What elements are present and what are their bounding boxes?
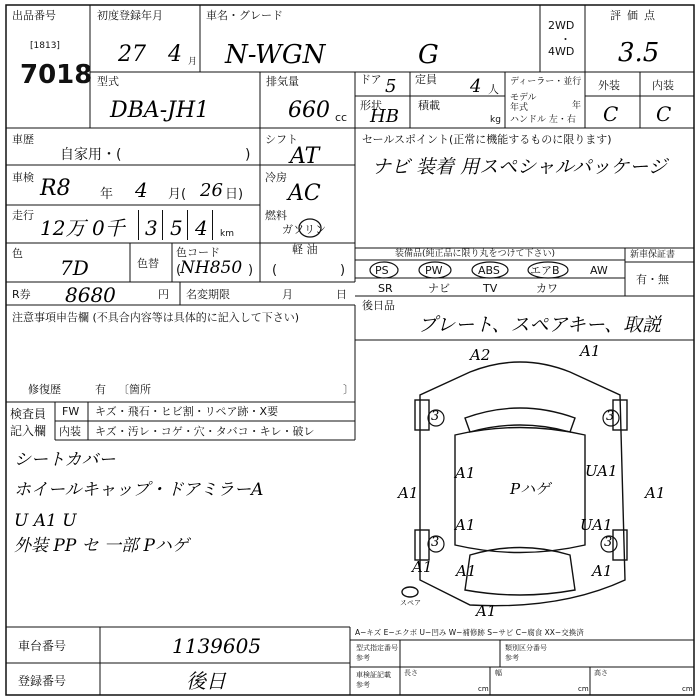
spare-label: スペア (400, 599, 421, 607)
repair-label: 修復歴 (28, 383, 61, 396)
inspection-year-unit: 年 (100, 187, 114, 202)
model-label: 型式 (97, 75, 119, 88)
fuel-close: ) (340, 263, 346, 278)
displacement-value: 660 (288, 98, 330, 123)
lot-number: 7018 (20, 60, 93, 90)
class-label: 類別区分番号 参考 (505, 644, 547, 662)
fuel-label: 燃料 (265, 209, 287, 222)
exterior-label: 外装 (598, 79, 620, 92)
fuel-diesel: 軽 油 (292, 243, 318, 256)
damage-mark: A1 (456, 562, 477, 580)
inspection-label: 車検 (12, 171, 34, 184)
capacity-value: 4 (470, 76, 482, 97)
shift-label: シフト (265, 133, 298, 146)
history-label: 車歴 (12, 133, 34, 146)
lot-label: 出品番号 (12, 9, 56, 22)
damage-mark: Pハゲ (510, 480, 551, 498)
caution-label: 注意事項申告欄 (不具合内容等は具体的に記入して下さい) (12, 311, 300, 324)
height-label: 高さ (594, 669, 608, 677)
fuel-open: ( (272, 263, 278, 278)
interior-inspect-label: 内装 (59, 425, 81, 438)
drive-2wd: 2WD (548, 19, 575, 32)
damage-mark: A1 (455, 516, 476, 534)
handle-label: ハンドル 左・右 (510, 115, 576, 125)
damage-mark: A1 (412, 558, 433, 576)
width-unit: cm (578, 685, 589, 693)
remark-line: シートカバー (14, 450, 116, 470)
mileage-ten-thousands: 12万 (40, 216, 86, 240)
damage-mark: A1 (592, 562, 613, 580)
fw-items: キズ・飛石・ヒビ割・リペア跡・X要 (95, 405, 279, 418)
color-change-label: 色替 (137, 257, 159, 270)
new-car-warranty-value: 有・無 (636, 273, 669, 286)
color-code-label: 色コード (176, 246, 220, 259)
color-code-open: ( (176, 263, 182, 278)
first-reg-month-unit: 月 (188, 57, 198, 67)
interior-items: キズ・汚レ・コゲ・穴・タバコ・キレ・破レ (95, 425, 315, 438)
model-year-unit: 年 (572, 101, 582, 111)
length-label: 長さ (404, 669, 418, 677)
load-unit: kg (490, 115, 501, 125)
first-reg-month: 4 (168, 42, 182, 67)
dealer-label: ディーラー・並行 (510, 77, 582, 87)
recycle-label: R券 (12, 288, 31, 301)
history-value: 自家用・( (60, 147, 122, 163)
history-close: ) (245, 147, 251, 163)
damage-mark: A1 (580, 342, 601, 360)
drive-4wd: 4WD (548, 45, 575, 58)
first-reg-label: 初度登録年月 (97, 9, 163, 22)
aftermarket-value: プレート、スペアキー、取説 (418, 314, 662, 336)
damage-mark: A1 (476, 602, 497, 620)
chassis-number: 1139605 (172, 634, 262, 658)
car-name: N-WGN (225, 40, 326, 70)
rating-label: 評価点 (610, 9, 661, 22)
equip-abs: ABS (478, 264, 500, 277)
exterior-grade: C (603, 102, 619, 126)
inspection-day-unit: 日) (225, 187, 244, 202)
capacity-label: 定員 (415, 73, 437, 86)
repair-place-close: 〕 (343, 383, 354, 396)
inspection-day: 26 (200, 180, 223, 201)
doors-value: 5 (385, 76, 397, 97)
damage-mark: UA1 (585, 462, 618, 480)
title-deadline-month: 月 (282, 288, 293, 301)
recycle-value: 8680 (65, 283, 116, 307)
color-code-value: NH850 (180, 258, 243, 278)
color-code-close: ) (248, 263, 254, 278)
color-label: 色 (12, 247, 23, 260)
shape-label: 形状 (360, 99, 382, 112)
equip-sr: SR (378, 282, 393, 295)
repair-place-open: 〔箇所 (118, 383, 151, 396)
selling-points-label: セールスポイント(正常に機能するものに限ります) (362, 133, 612, 146)
vehicle-size-label: 車検証記載 参考 (356, 671, 391, 689)
mileage-digit: 4 (195, 216, 208, 240)
inspection-month-unit: 月( (168, 187, 187, 202)
remark-line: U A1 U (14, 511, 77, 531)
length-unit: cm (478, 685, 489, 693)
height-unit: cm (682, 685, 693, 693)
doors-label: ドア (360, 73, 382, 86)
damage-mark: A1 (455, 464, 476, 482)
drive-dot: ・ (560, 33, 571, 46)
damage-mark: 3 (431, 409, 440, 424)
damage-mark: 3 (606, 409, 615, 424)
damage-mark: A2 (470, 346, 491, 364)
width-label: 幅 (495, 669, 502, 677)
model-year-label: モデル 年式 (510, 93, 537, 113)
damage-mark: A1 (398, 484, 419, 502)
equip-ps: PS (375, 264, 389, 277)
equip-tv: TV (483, 282, 498, 295)
damage-mark: UA1 (580, 516, 613, 534)
remark-line: 外装 PP セ 一部 Pハゲ (14, 536, 189, 556)
registration-number: 後日 (186, 669, 226, 693)
equip-aw: AW (590, 264, 608, 277)
title-deadline-label: 名変期限 (186, 288, 230, 301)
model-code: DBA-JH1 (110, 98, 210, 123)
remark-line: ホイールキャップ・ドアミラーA (14, 480, 264, 500)
displacement-unit: cc (335, 111, 348, 124)
damage-legend: A−キズ E−エクボ U−凹み W−補修跡 S−サビ C−腐食 XX−交換済 (355, 628, 584, 637)
damage-mark: 3 (431, 535, 440, 550)
inspection-month: 4 (135, 178, 148, 202)
inspection-year: R8 (40, 176, 71, 201)
car-grade: G (418, 40, 439, 70)
fuel-gasoline: ガソリン (282, 223, 326, 236)
car-name-label: 車名・グレード (206, 9, 283, 22)
shape-value: HB (370, 106, 399, 127)
mileage-label: 走行 (12, 209, 34, 222)
rating-value: 3.5 (618, 38, 660, 68)
capacity-unit: 人 (488, 83, 499, 96)
first-reg-year: 27 (118, 42, 146, 67)
mileage-thousands: 0千 (92, 216, 125, 240)
equip-airbag: エアB (530, 264, 560, 277)
damage-mark: A1 (645, 484, 666, 502)
displacement-label: 排気量 (266, 75, 299, 88)
chassis-label: 車台番号 (18, 639, 67, 653)
interior-grade: C (656, 102, 672, 126)
lot-small: [1813] (30, 41, 60, 51)
equipment-label: 装備品(純正品に限り丸をつけて下さい) (395, 249, 556, 259)
repair-value: 有 (95, 383, 106, 396)
selling-points-value: ナビ 装着 用スペシャルパッケージ (372, 156, 667, 178)
mileage-unit: km (220, 229, 234, 239)
equip-pw: PW (425, 264, 443, 277)
shift-value: AT (290, 144, 320, 169)
ac-value: AC (288, 181, 321, 206)
fw-label: FW (62, 405, 80, 418)
load-label: 積載 (418, 99, 440, 112)
equip-navi: ナビ (428, 282, 450, 295)
color-value: 7D (60, 256, 89, 280)
recycle-yen: 円 (158, 288, 169, 301)
title-deadline-day: 日 (336, 288, 347, 301)
inspector-label: 検査員 記入欄 (10, 407, 47, 438)
damage-mark: 3 (604, 535, 613, 550)
model-cert-label: 型式指定番号 参考 (356, 644, 398, 662)
ac-label: 冷房 (265, 171, 287, 184)
mileage-digit: 5 (170, 216, 183, 240)
registration-label: 登録番号 (18, 674, 67, 688)
interior-label: 内装 (652, 79, 674, 92)
mileage-digit: 3 (145, 216, 158, 240)
equip-leather: カワ (536, 282, 558, 295)
new-car-warranty-label: 新車保証書 (630, 250, 676, 260)
aftermarket-label: 後日品 (362, 299, 395, 312)
